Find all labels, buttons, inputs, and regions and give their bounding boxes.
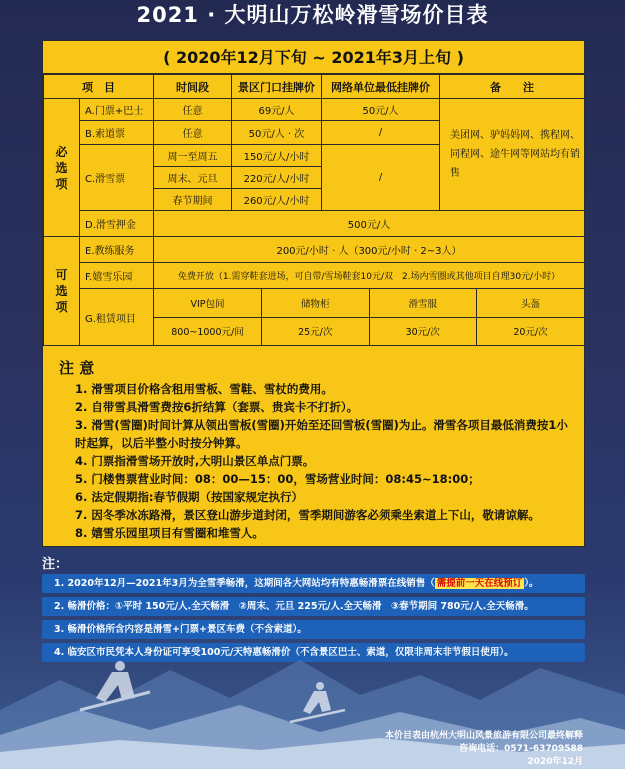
table-row: [44, 99, 585, 121]
item-b-name: B.索道票: [80, 121, 154, 145]
item-c-online: /: [322, 145, 440, 211]
header-remark: 备 注: [440, 75, 585, 99]
header-time: 时间段: [154, 75, 232, 99]
item-b-gate: 50元/人 · 次: [232, 121, 322, 145]
price-panel: [42, 40, 585, 547]
footnote-1: 1. 2020年12月—2021年3月为全雪季畅滑，这期间各大网站均有特惠畅滑票在线销售（ 需提前一天在线预订 ）。: [42, 574, 585, 593]
rental-name: 滑雪服: [369, 289, 477, 317]
item-a-time: 任意: [154, 99, 232, 121]
note-item: 8. 嬉雪乐园里项目有雪圈和堆雪人。: [75, 526, 264, 540]
rental-price: 20元/次: [513, 327, 548, 339]
item-e-value: 200元/小时 · 人（300元/小时 · 2~3人）: [154, 237, 585, 263]
mandatory-remark: 美团网、驴妈妈网、携程网、同程网、途牛网等网站均有销售: [440, 99, 585, 211]
note-item: 5. 门楼售票营业时间：08：00—15：00，雪场营业时间：08:45~18:00；: [75, 472, 480, 486]
table-row: [44, 263, 585, 289]
mandatory-label: 必选项: [44, 99, 80, 237]
footnote-3: 3. 畅滑价格所含内容是滑雪+门票+景区车费（不含索道）。: [42, 620, 585, 639]
item-b-time: 任意: [154, 121, 232, 145]
credit-phone: 咨询电话：0571-63709588: [459, 744, 583, 754]
note-item: 6. 法定假期指:春节假期（按国家规定执行）: [75, 490, 303, 504]
header-item: 项 目: [44, 75, 154, 99]
table-row: [44, 289, 585, 346]
rental-price: 800~1000元/间: [154, 317, 262, 345]
rental-price: 30元/次: [369, 317, 477, 345]
page-title: 2021 · 大明山万松岭滑雪场价目表: [136, 3, 489, 27]
item-b-online: /: [322, 121, 440, 145]
item-c2-gate: 220元/人/小时: [232, 167, 322, 189]
footnote-highlight: 需提前一天在线预订: [436, 578, 523, 589]
notes-list: [55, 380, 575, 542]
table-header-row: [44, 75, 585, 99]
footnote-title: 注：: [42, 557, 69, 572]
item-d-value: 500元/人: [154, 211, 585, 237]
rental-price: 25元/次: [262, 317, 370, 345]
header-online-price: 网络单位最低挂牌价: [322, 75, 440, 99]
item-a-name: A.门票+巴士: [80, 99, 154, 121]
note-item: 1. 滑雪项目价格含租用雪板、雪鞋、雪杖的费用。: [75, 382, 333, 396]
note-item: 7. 因冬季冰冻路滑，景区登山游步道封闭，雪季期间游客必须乘坐索道上下山，敬请谅解。: [75, 508, 540, 522]
table-row: [44, 211, 585, 237]
item-a-gate: 69元/人: [232, 99, 322, 121]
season-period: ( 2020年12月下旬 ~ 2021年3月上旬 ): [43, 41, 584, 74]
item-c3-gate: 260元/人/小时: [232, 189, 322, 211]
item-e-name: E.教练服务: [80, 237, 154, 263]
note-item: 3. 滑雪(雪圈)时间计算从领出雪板(雪圈)开始至还回雪板(雪圈)为止。滑雪各项目最低消费按1小时起算，以后半整小时按分钟算。: [75, 418, 568, 450]
item-d-name: D.滑雪押金: [80, 211, 154, 237]
item-f-name: F.嬉雪乐园: [80, 263, 154, 289]
footnote-4: 4. 临安区市民凭本人身份证可享受100元/天特惠畅滑价（不含景区巴士、索道，仅限非周末非节假日使用）。: [42, 643, 585, 662]
item-c1-gate: 150元/人/小时: [232, 145, 322, 167]
header-gate-price: 景区门口挂牌价: [232, 75, 322, 99]
item-c2-time: 周末、元旦: [154, 167, 232, 189]
item-a-online: 50元/人: [322, 99, 440, 121]
table-row: [44, 237, 585, 263]
item-c3-time: 春节期间: [154, 189, 232, 211]
item-g-name: G.租赁项目: [80, 289, 154, 346]
notes-title: 注 意: [59, 359, 95, 377]
item-c1-time: 周一至周五: [154, 145, 232, 167]
footnote-2: 2. 畅滑价格：①平时 150元/人.全天畅滑 ②周末、元旦 225元/人.全天畅滑 ③春节期间 780元/人.全天畅滑。: [42, 597, 585, 616]
rental-name: 头盔: [477, 289, 585, 317]
notes-section: [55, 359, 575, 542]
credit: [385, 730, 583, 769]
rental-name: VIP包间: [154, 289, 262, 317]
note-item: 4. 门票指滑雪场开放时,大明山景区单点门票。: [75, 454, 315, 468]
optional-label: 可选项: [44, 237, 80, 346]
rental-name: 储物柜: [262, 289, 370, 317]
rental-cell: [154, 289, 585, 346]
price-table: [43, 74, 585, 346]
item-c-name: C.滑雪票: [80, 145, 154, 211]
credit-line-1: 本价目表由杭州大明山风景旅游有限公司最终解释: [384, 731, 583, 741]
credit-date: 2020年12月: [527, 757, 583, 767]
item-f-value: 免费开放（1.需穿鞋套进场，可自带/雪场鞋套10元/双 2.场内雪圈或其他项目自理30元/小时）: [154, 263, 585, 289]
note-item: 2. 自带雪具滑雪费按6折结算（套票、贵宾卡不打折）。: [75, 400, 359, 414]
